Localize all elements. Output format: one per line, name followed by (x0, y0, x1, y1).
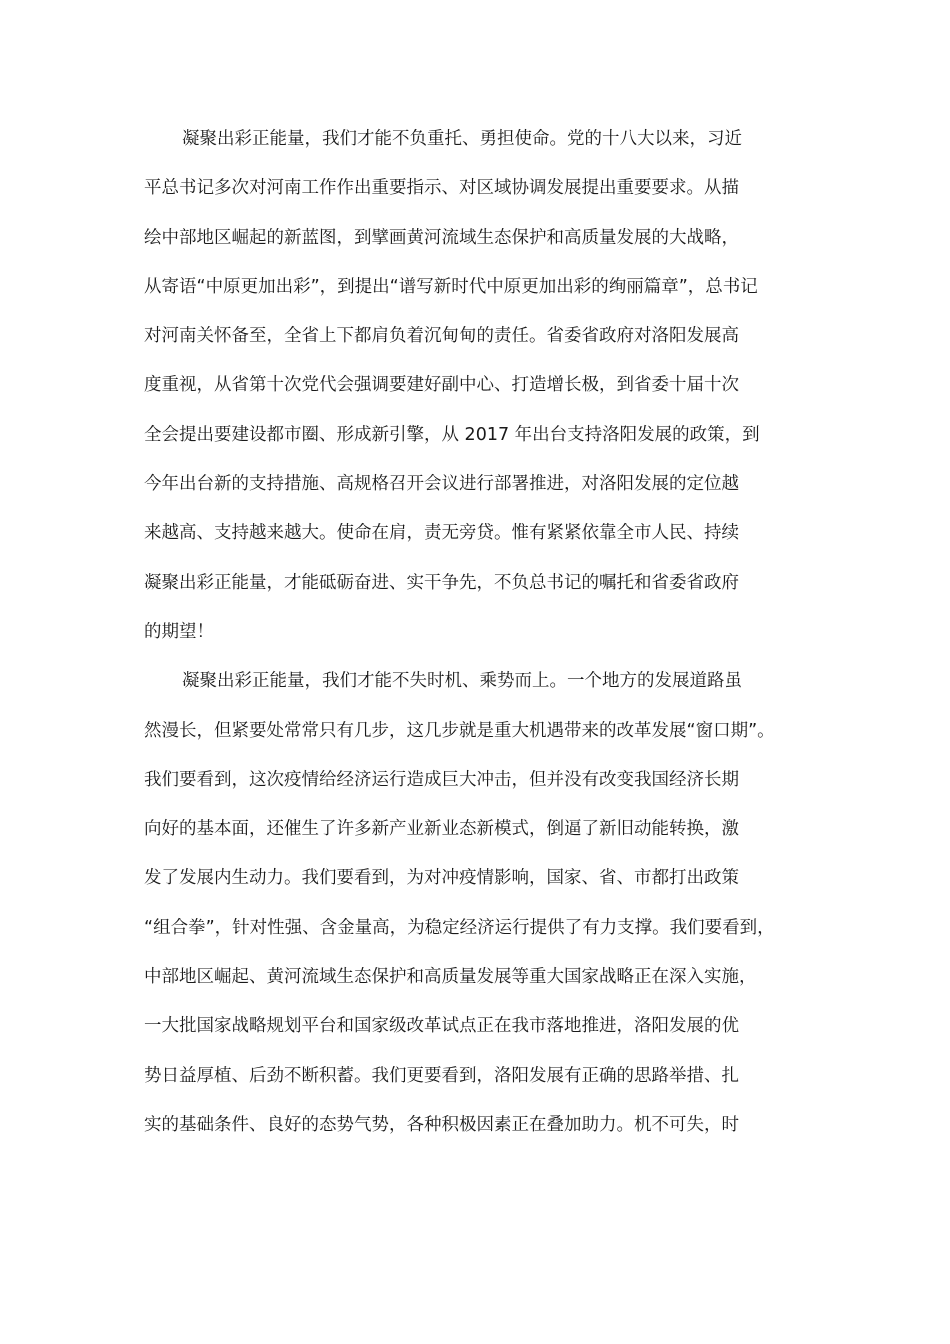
paragraph-2-line-8: 一大批国家战略规划平台和国家级改革试点正在我市落地推进，洛阳发展的优 (144, 1016, 739, 1037)
document-body (144, 115, 810, 1150)
paragraph-2-line-6: “组合拳”，针对性强、含金量高，为稳定经济运行提供了有力支撑。我们要看到， (144, 917, 775, 938)
paragraph-1-line-6: 度重视，从省第十次党代会强调要建好副中心、打造增长极，到省委十届十次 (144, 375, 739, 396)
paragraph-1-line-2: 平总书记多次对河南工作作出重要指示、对区域协调发展提出重要要求。从描 (144, 178, 739, 199)
paragraph-1-line-7: 全会提出要建设都市圈、形成新引擎，从 2017 年出台支持洛阳发展的政策，到 (144, 424, 760, 445)
paragraph-2-line-1: 凝聚出彩正能量，我们才能不失时机、乘势而上。一个地方的发展道路虽 (182, 671, 742, 692)
paragraph-2-line-7: 中部地区崛起、黄河流域生态保护和高质量发展等重大国家战略正在深入实施， (144, 967, 757, 988)
paragraph-2-line-3: 我们要看到，这次疫情给经济运行造成巨大冲击，但并没有改变我国经济长期 (144, 769, 739, 790)
paragraph-2-line-5: 发了发展内生动力。我们要看到，为对冲疫情影响，国家、省、市都打出政策 (144, 868, 739, 889)
paragraph-1-line-1: 凝聚出彩正能量，我们才能不负重托、勇担使命。党的十八大以来，习近 (182, 129, 742, 149)
paragraph-2-line-10: 实的基础条件、良好的态势气势，各种积极因素正在叠加助力。机不可失，时 (144, 1114, 739, 1135)
paragraph-1-line-3: 绘中部地区崛起的新蓝图，到擘画黄河流域生态保护和高质量发展的大战略， (144, 227, 739, 248)
paragraph-2-line-4: 向好的基本面，还催生了许多新产业新业态新模式，倒逼了新旧动能转换，激 (144, 819, 739, 840)
paragraph-1-line-8: 今年出台新的支持措施、高规格召开会议进行部署推进，对洛阳发展的定位越 (144, 474, 739, 495)
paragraph-2-line-9: 势日益厚植、后劲不断积蓄。我们更要看到，洛阳发展有正确的思路举措、扎 (144, 1065, 739, 1086)
paragraph-2-line-2: 然漫长，但紧要处常常只有几步，这几步就是重大机遇带来的改革发展“窗口期”。 (144, 720, 775, 741)
paragraph-1-line-4: 从寄语“中原更加出彩”，到提出“谱写新时代中原更加出彩的绚丽篇章”，总书记 (144, 276, 758, 297)
paragraph-1-line-5: 对河南关怀备至，全省上下都肩负着沉甸甸的责任。省委省政府对洛阳发展高 (144, 326, 739, 347)
paragraph-1-line-9: 来越高、支持越来越大。使命在肩，责无旁贷。惟有紧紧依靠全市人民、持续 (144, 523, 739, 544)
paragraph-1-line-11: 的期望！ (144, 621, 214, 642)
paragraph-1-line-10: 凝聚出彩正能量，才能砥砺奋进、实干争先，不负总书记的嘱托和省委省政府 (144, 572, 739, 593)
